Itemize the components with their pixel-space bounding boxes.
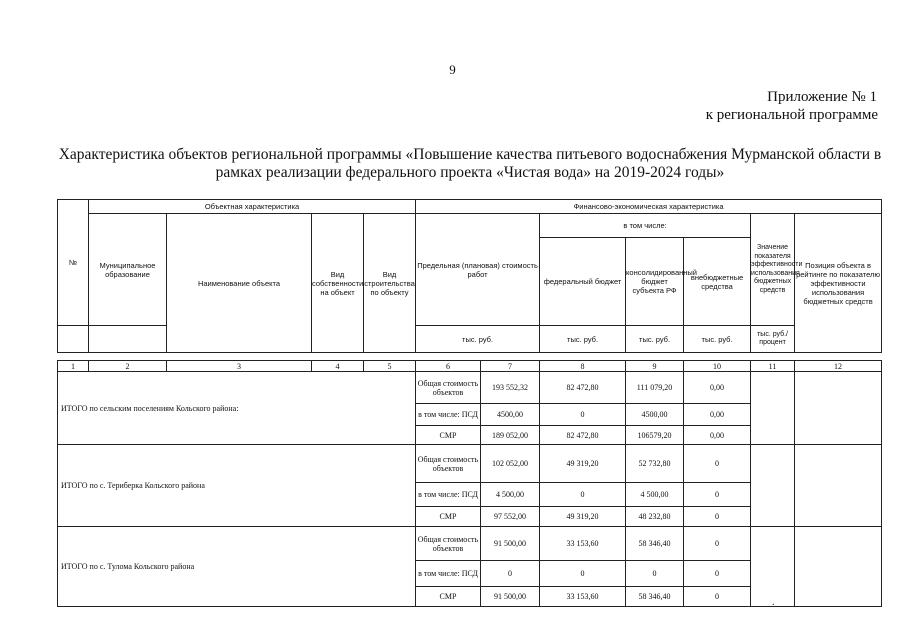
cell-extrabudget: 0,00 bbox=[684, 372, 751, 404]
cell-extrabudget: 0 bbox=[684, 587, 751, 607]
body-table bbox=[57, 360, 882, 607]
cell-federal: 0 bbox=[540, 561, 626, 587]
column-number: 8 bbox=[540, 361, 626, 372]
header-consolidated: консолидированный бюджет субъекта РФ bbox=[626, 238, 684, 326]
header-ownership: Вид собственности на объект bbox=[312, 214, 364, 353]
row-label: СМР bbox=[416, 507, 481, 527]
cell-rating bbox=[795, 527, 882, 607]
cell-cost: 97 552,00 bbox=[481, 507, 540, 527]
cell-extrabudget: 0,00 bbox=[684, 426, 751, 445]
header-unit-indicator: тыс. руб./ процент bbox=[751, 326, 795, 353]
cell-federal: 33 153,60 bbox=[540, 587, 626, 607]
header-rating: Позиция объекта в рейтинге по показателю эффективности использования бюджетных средств bbox=[795, 214, 882, 353]
row-label: в том числе: ПСД bbox=[416, 561, 481, 587]
cell-extrabudget: 0,00 bbox=[684, 404, 751, 426]
cell-rating bbox=[795, 445, 882, 527]
group-name: ИТОГО по с. Тулома Кольского района bbox=[58, 527, 416, 607]
header-num: № bbox=[58, 200, 89, 326]
cell-federal: 82 472,80 bbox=[540, 372, 626, 404]
cell-cost: 102 052,00 bbox=[481, 445, 540, 483]
column-number: 5 bbox=[364, 361, 416, 372]
cell-consolidated: 4500,00 bbox=[626, 404, 684, 426]
cell-extrabudget: 0 bbox=[684, 483, 751, 507]
column-number: 2 bbox=[89, 361, 167, 372]
cell-consolidated: 0 bbox=[626, 561, 684, 587]
table-row bbox=[58, 527, 882, 561]
cell-cost: 193 552,32 bbox=[481, 372, 540, 404]
row-label: Общая стоимость объектов bbox=[416, 445, 481, 483]
column-number: 4 bbox=[312, 361, 364, 372]
column-number: 9 bbox=[626, 361, 684, 372]
header-construction: Вид строительства по объекту bbox=[364, 214, 416, 353]
cell-consolidated: 106579,20 bbox=[626, 426, 684, 445]
cell-federal: 0 bbox=[540, 404, 626, 426]
cell-extrabudget: 0 bbox=[684, 445, 751, 483]
header-unit-federal: тыс. руб. bbox=[540, 326, 626, 353]
group-name: ИТОГО по с. Териберка Кольского района bbox=[58, 445, 416, 527]
row-label: Общая стоимость объектов bbox=[416, 372, 481, 404]
cell-federal: 33 153,60 bbox=[540, 527, 626, 561]
header-municipality-cont bbox=[89, 326, 167, 353]
cell-cost: 4500,00 bbox=[481, 404, 540, 426]
cell-consolidated: 48 232,80 bbox=[626, 507, 684, 527]
header-cost: Предельная (плановая) стоимость работ bbox=[416, 214, 540, 326]
header-object-group: Объектная характеристика bbox=[89, 200, 416, 214]
column-numbers-row bbox=[58, 361, 882, 372]
header-finance-group: Финансово-экономическая характеристика bbox=[416, 200, 882, 214]
cell-extrabudget: 0 bbox=[684, 527, 751, 561]
header-federal: федеральный бюджет bbox=[540, 238, 626, 326]
cell-indicator bbox=[751, 527, 795, 607]
header-table bbox=[57, 199, 882, 353]
cell-rating bbox=[795, 372, 882, 445]
header-including: в том числе: bbox=[540, 214, 751, 238]
cell-cost: 91 500,00 bbox=[481, 527, 540, 561]
row-label: Общая стоимость объектов bbox=[416, 527, 481, 561]
cell-federal: 0 bbox=[540, 483, 626, 507]
cell-consolidated: 111 079,20 bbox=[626, 372, 684, 404]
header-unit-consolidated: тыс. руб. bbox=[626, 326, 684, 353]
annex-subtitle: к региональной программе bbox=[705, 107, 878, 123]
cell-cost: 189 052,00 bbox=[481, 426, 540, 445]
row-label: в том числе: ПСД bbox=[416, 404, 481, 426]
group-name: ИТОГО по сельским поселениям Кольского района: bbox=[58, 372, 416, 445]
header-object-name: Наименование объекта bbox=[167, 214, 312, 353]
row-label: СМР bbox=[416, 426, 481, 445]
table-row bbox=[58, 372, 882, 404]
cell-consolidated: 58 346,40 bbox=[626, 587, 684, 607]
column-number: 6 bbox=[416, 361, 481, 372]
cell-extrabudget: 0 bbox=[684, 507, 751, 527]
stray-mark: . bbox=[772, 597, 775, 608]
cell-cost: 91 500,00 bbox=[481, 587, 540, 607]
cell-extrabudget: 0 bbox=[684, 561, 751, 587]
column-number: 1 bbox=[58, 361, 89, 372]
header-municipality: Муниципальное образование bbox=[89, 214, 167, 326]
header-unit-extra: тыс. руб. bbox=[684, 326, 751, 353]
column-number: 12 bbox=[795, 361, 882, 372]
column-number: 11 bbox=[751, 361, 795, 372]
row-label: СМР bbox=[416, 587, 481, 607]
page-number: 9 bbox=[449, 62, 456, 77]
cell-indicator bbox=[751, 445, 795, 527]
cell-cost: 4 500,00 bbox=[481, 483, 540, 507]
header-extrabudget: внебюджетные средства bbox=[684, 238, 751, 326]
cell-consolidated: 58 346,40 bbox=[626, 527, 684, 561]
column-number: 10 bbox=[684, 361, 751, 372]
cell-federal: 82 472,80 bbox=[540, 426, 626, 445]
header-num-cont bbox=[58, 326, 89, 353]
cell-consolidated: 4 500,00 bbox=[626, 483, 684, 507]
cell-federal: 49 319,20 bbox=[540, 445, 626, 483]
cell-indicator bbox=[751, 372, 795, 445]
cell-cost: 0 bbox=[481, 561, 540, 587]
header-indicator: Значение показателя эффективности использования бюджетных средств bbox=[751, 214, 795, 326]
annex-title: Приложение № 1 bbox=[767, 89, 877, 105]
header-unit-cost: тыс. руб. bbox=[416, 326, 540, 353]
column-number: 3 bbox=[167, 361, 312, 372]
row-label: в том числе: ПСД bbox=[416, 483, 481, 507]
cell-consolidated: 52 732,80 bbox=[626, 445, 684, 483]
cell-federal: 49 319,20 bbox=[540, 507, 626, 527]
column-number: 7 bbox=[481, 361, 540, 372]
table-row bbox=[58, 445, 882, 483]
document-title: Характеристика объектов региональной программы «Повышение качества питьевого водоснабжения Мурманской области в рамках реализации федерального проекта «Чистая вода» на 2019-2024 годы» bbox=[58, 146, 882, 181]
